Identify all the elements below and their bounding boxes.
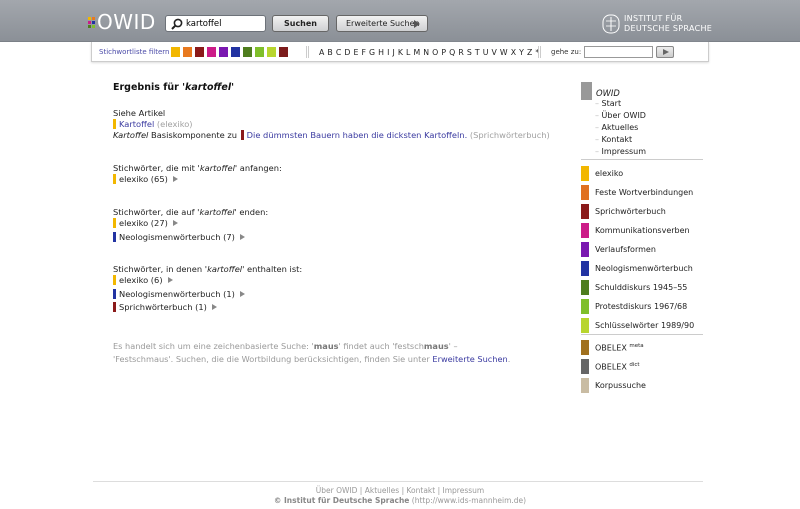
filter-swatch[interactable] xyxy=(231,47,240,57)
owid-nav xyxy=(581,82,703,160)
sidebar-item-label: Korpussuche xyxy=(595,381,646,390)
sidebar-item-label: elexiko xyxy=(595,169,624,178)
sprichwoerter-bar xyxy=(113,302,116,312)
sidebar-item[interactable] xyxy=(581,164,703,183)
result-item[interactable] xyxy=(113,174,178,184)
play-arrow-icon xyxy=(414,20,420,28)
result-item-label: elexiko (27) xyxy=(119,218,168,228)
color-bar xyxy=(581,378,589,393)
sidebar-item-label: Kommunikationsverben xyxy=(595,226,690,235)
neologismen-bar xyxy=(113,232,116,242)
filter-swatch[interactable] xyxy=(207,47,216,57)
proverb-source: (Sprichwörterbuch) xyxy=(469,130,550,140)
logo-dots-icon xyxy=(88,17,95,28)
search-box[interactable] xyxy=(165,15,266,32)
color-bar xyxy=(581,359,589,374)
sidebar-item-obelex-meta[interactable] xyxy=(581,338,703,357)
advanced-search-link[interactable]: Erweiterte Suchen xyxy=(432,354,508,364)
institute-line-1: INSTITUT FÜR xyxy=(624,14,683,23)
nav-imprint[interactable]: – Impressum xyxy=(595,147,646,156)
filter-swatch[interactable] xyxy=(219,47,228,57)
sidebar-item[interactable] xyxy=(581,221,703,240)
sidebar-item[interactable] xyxy=(581,183,703,202)
goto-label: gehe zu: xyxy=(551,48,582,56)
expand-arrow-icon[interactable] xyxy=(173,220,178,226)
header-bar xyxy=(0,0,800,42)
color-bar xyxy=(581,340,589,355)
component-text: Basiskomponente zu xyxy=(148,130,240,140)
expand-arrow-icon[interactable] xyxy=(240,291,245,297)
color-bar xyxy=(581,223,589,238)
separator xyxy=(306,46,309,58)
elexiko-bar xyxy=(113,218,116,228)
color-bar xyxy=(581,318,589,333)
alphabet-links[interactable]: A B C D E F G H I J K L M N O P Q R S T U V W X Y Z * xyxy=(319,48,540,57)
footer-link-news[interactable]: Aktuelles xyxy=(364,486,400,495)
sidebar-item-label: Sprichwörterbuch xyxy=(595,207,666,216)
sidebar-item[interactable] xyxy=(581,259,703,278)
neologismen-bar xyxy=(113,289,116,299)
color-bar xyxy=(581,261,589,276)
color-bar xyxy=(581,299,589,314)
article-source: (elexiko) xyxy=(156,119,193,129)
filter-swatch[interactable] xyxy=(243,47,252,57)
sidebar-item-label: Schulddiskurs 1945–55 xyxy=(595,283,688,292)
result-item-label: Neologismenwörterbuch (1) xyxy=(119,289,235,299)
color-bar xyxy=(581,166,589,181)
result-title: Ergebnis für 'kartoffel' xyxy=(113,82,235,93)
sidebar-item-label: OBELEX $^{dict}$ xyxy=(595,361,640,372)
see-article-label: Siehe Artikel xyxy=(113,108,166,118)
filter-swatch[interactable] xyxy=(279,47,288,57)
play-arrow-icon xyxy=(663,49,669,55)
sidebar-item[interactable] xyxy=(581,278,703,297)
proverb-link[interactable]: Die dümmsten Bauern haben die dicksten Kartoffeln. xyxy=(246,130,468,140)
result-item[interactable] xyxy=(113,232,245,242)
filter-swatch[interactable] xyxy=(171,47,180,57)
institute-name[interactable] xyxy=(624,14,712,34)
ids-emblem-icon xyxy=(602,14,620,34)
search-button[interactable]: Suchen xyxy=(272,15,329,32)
goto-input[interactable] xyxy=(584,46,653,58)
search-icon xyxy=(170,17,184,31)
sidebar-item[interactable] xyxy=(581,202,703,221)
expand-arrow-icon[interactable] xyxy=(173,176,178,182)
nav-about[interactable]: – Über OWID xyxy=(595,111,646,120)
filter-swatch[interactable] xyxy=(255,47,264,57)
article-row xyxy=(113,119,193,129)
sidebar-item-label: Protestdiskurs 1967/68 xyxy=(595,302,688,311)
sidebar-item-obelex-dict[interactable] xyxy=(581,357,703,376)
search-input[interactable] xyxy=(186,19,264,29)
filter-swatch[interactable] xyxy=(267,47,276,57)
nav-start[interactable]: – Start xyxy=(595,99,621,108)
institute-line-2: DEUTSCHE SPRACHE xyxy=(624,24,713,33)
footer-link-contact[interactable]: Kontakt xyxy=(406,486,436,495)
sprichwoerter-bar xyxy=(241,130,244,140)
sidebar-item-korpussuche[interactable] xyxy=(581,376,703,395)
search-hint: Es handelt sich um eine zeichenbasierte Suche: 'maus' findet auch 'festschmaus' – 'Festschmaus'. Suchen, die die Wortbildung berücksichtigen, finden Sie unter Erweiterte Suchen. xyxy=(113,341,511,364)
filter-swatch[interactable] xyxy=(183,47,192,57)
result-item[interactable] xyxy=(113,275,173,285)
result-item-label: elexiko (65) xyxy=(119,174,168,184)
expand-arrow-icon[interactable] xyxy=(212,304,217,310)
footer-links: Über OWID | Aktuelles | Kontakt | Impressum xyxy=(315,486,485,495)
color-bar xyxy=(581,185,589,200)
component-row xyxy=(113,130,550,140)
sidebar-item-label: OBELEX $^{meta}$ xyxy=(595,342,644,353)
logo-text: OWID xyxy=(97,10,156,34)
result-item[interactable] xyxy=(113,289,245,299)
expand-arrow-icon[interactable] xyxy=(168,277,173,283)
footer-link-imprint[interactable]: Impressum xyxy=(442,486,485,495)
color-bar xyxy=(581,242,589,257)
filter-swatch[interactable] xyxy=(195,47,204,57)
advanced-search-label: Erweiterte Suchen xyxy=(346,19,420,28)
separator xyxy=(538,46,541,58)
end-heading: Stichwörter, die auf ' kartoffel ' enden: xyxy=(113,207,269,217)
elexiko-bar xyxy=(113,275,116,285)
filter-swatches xyxy=(171,47,291,57)
footer-copyright: © Institut für Deutsche Sprache (http://www.ids-mannheim.de) xyxy=(273,496,527,505)
result-item-label: elexiko (6) xyxy=(119,275,163,285)
color-bar xyxy=(581,280,589,295)
sidebar-item-label: Schlüsselwörter 1989/90 xyxy=(595,321,695,330)
elexiko-bar xyxy=(113,174,116,184)
sidebar-divider xyxy=(581,334,703,335)
owid-logo[interactable] xyxy=(88,9,156,35)
owid-nav-title[interactable]: OWID xyxy=(596,88,620,98)
footer-link-about[interactable]: Über OWID xyxy=(315,486,358,495)
article-link[interactable]: Kartoffel xyxy=(119,119,155,129)
advanced-search-button[interactable] xyxy=(336,15,428,32)
sidebar-item-label: Neologismenwörterbuch xyxy=(595,264,693,273)
begin-heading: Stichwörter, die mit ' kartoffel ' anfangen: xyxy=(113,163,282,173)
result-item[interactable] xyxy=(113,218,178,228)
contain-heading: Stichwörter, in denen ' kartoffel ' enthalten ist: xyxy=(113,264,303,274)
nav-contact[interactable]: – Kontakt xyxy=(595,135,632,144)
component-term: Kartoffel xyxy=(113,130,149,140)
result-item[interactable] xyxy=(113,302,217,312)
result-term: kartoffel xyxy=(185,82,232,93)
filter-label[interactable]: Stichwortliste filtern xyxy=(99,48,170,56)
result-item-label: Neologismenwörterbuch (7) xyxy=(119,232,235,242)
filter-bar xyxy=(91,42,709,62)
result-item-label: Sprichwörterbuch (1) xyxy=(119,302,207,312)
sidebar-item[interactable] xyxy=(581,240,703,259)
expand-arrow-icon[interactable] xyxy=(240,234,245,240)
footer-divider xyxy=(93,481,703,482)
color-bar xyxy=(581,204,589,219)
sidebar-item[interactable] xyxy=(581,316,703,335)
nav-news[interactable]: – Aktuelles xyxy=(595,123,638,132)
owid-bar xyxy=(581,82,592,100)
goto-button[interactable] xyxy=(656,46,674,58)
sidebar-item-label: Verlaufsformen xyxy=(595,245,656,254)
sidebar-item[interactable] xyxy=(581,297,703,316)
elexiko-bar xyxy=(113,119,116,129)
sidebar-item-label: Feste Wortverbindungen xyxy=(595,188,694,197)
